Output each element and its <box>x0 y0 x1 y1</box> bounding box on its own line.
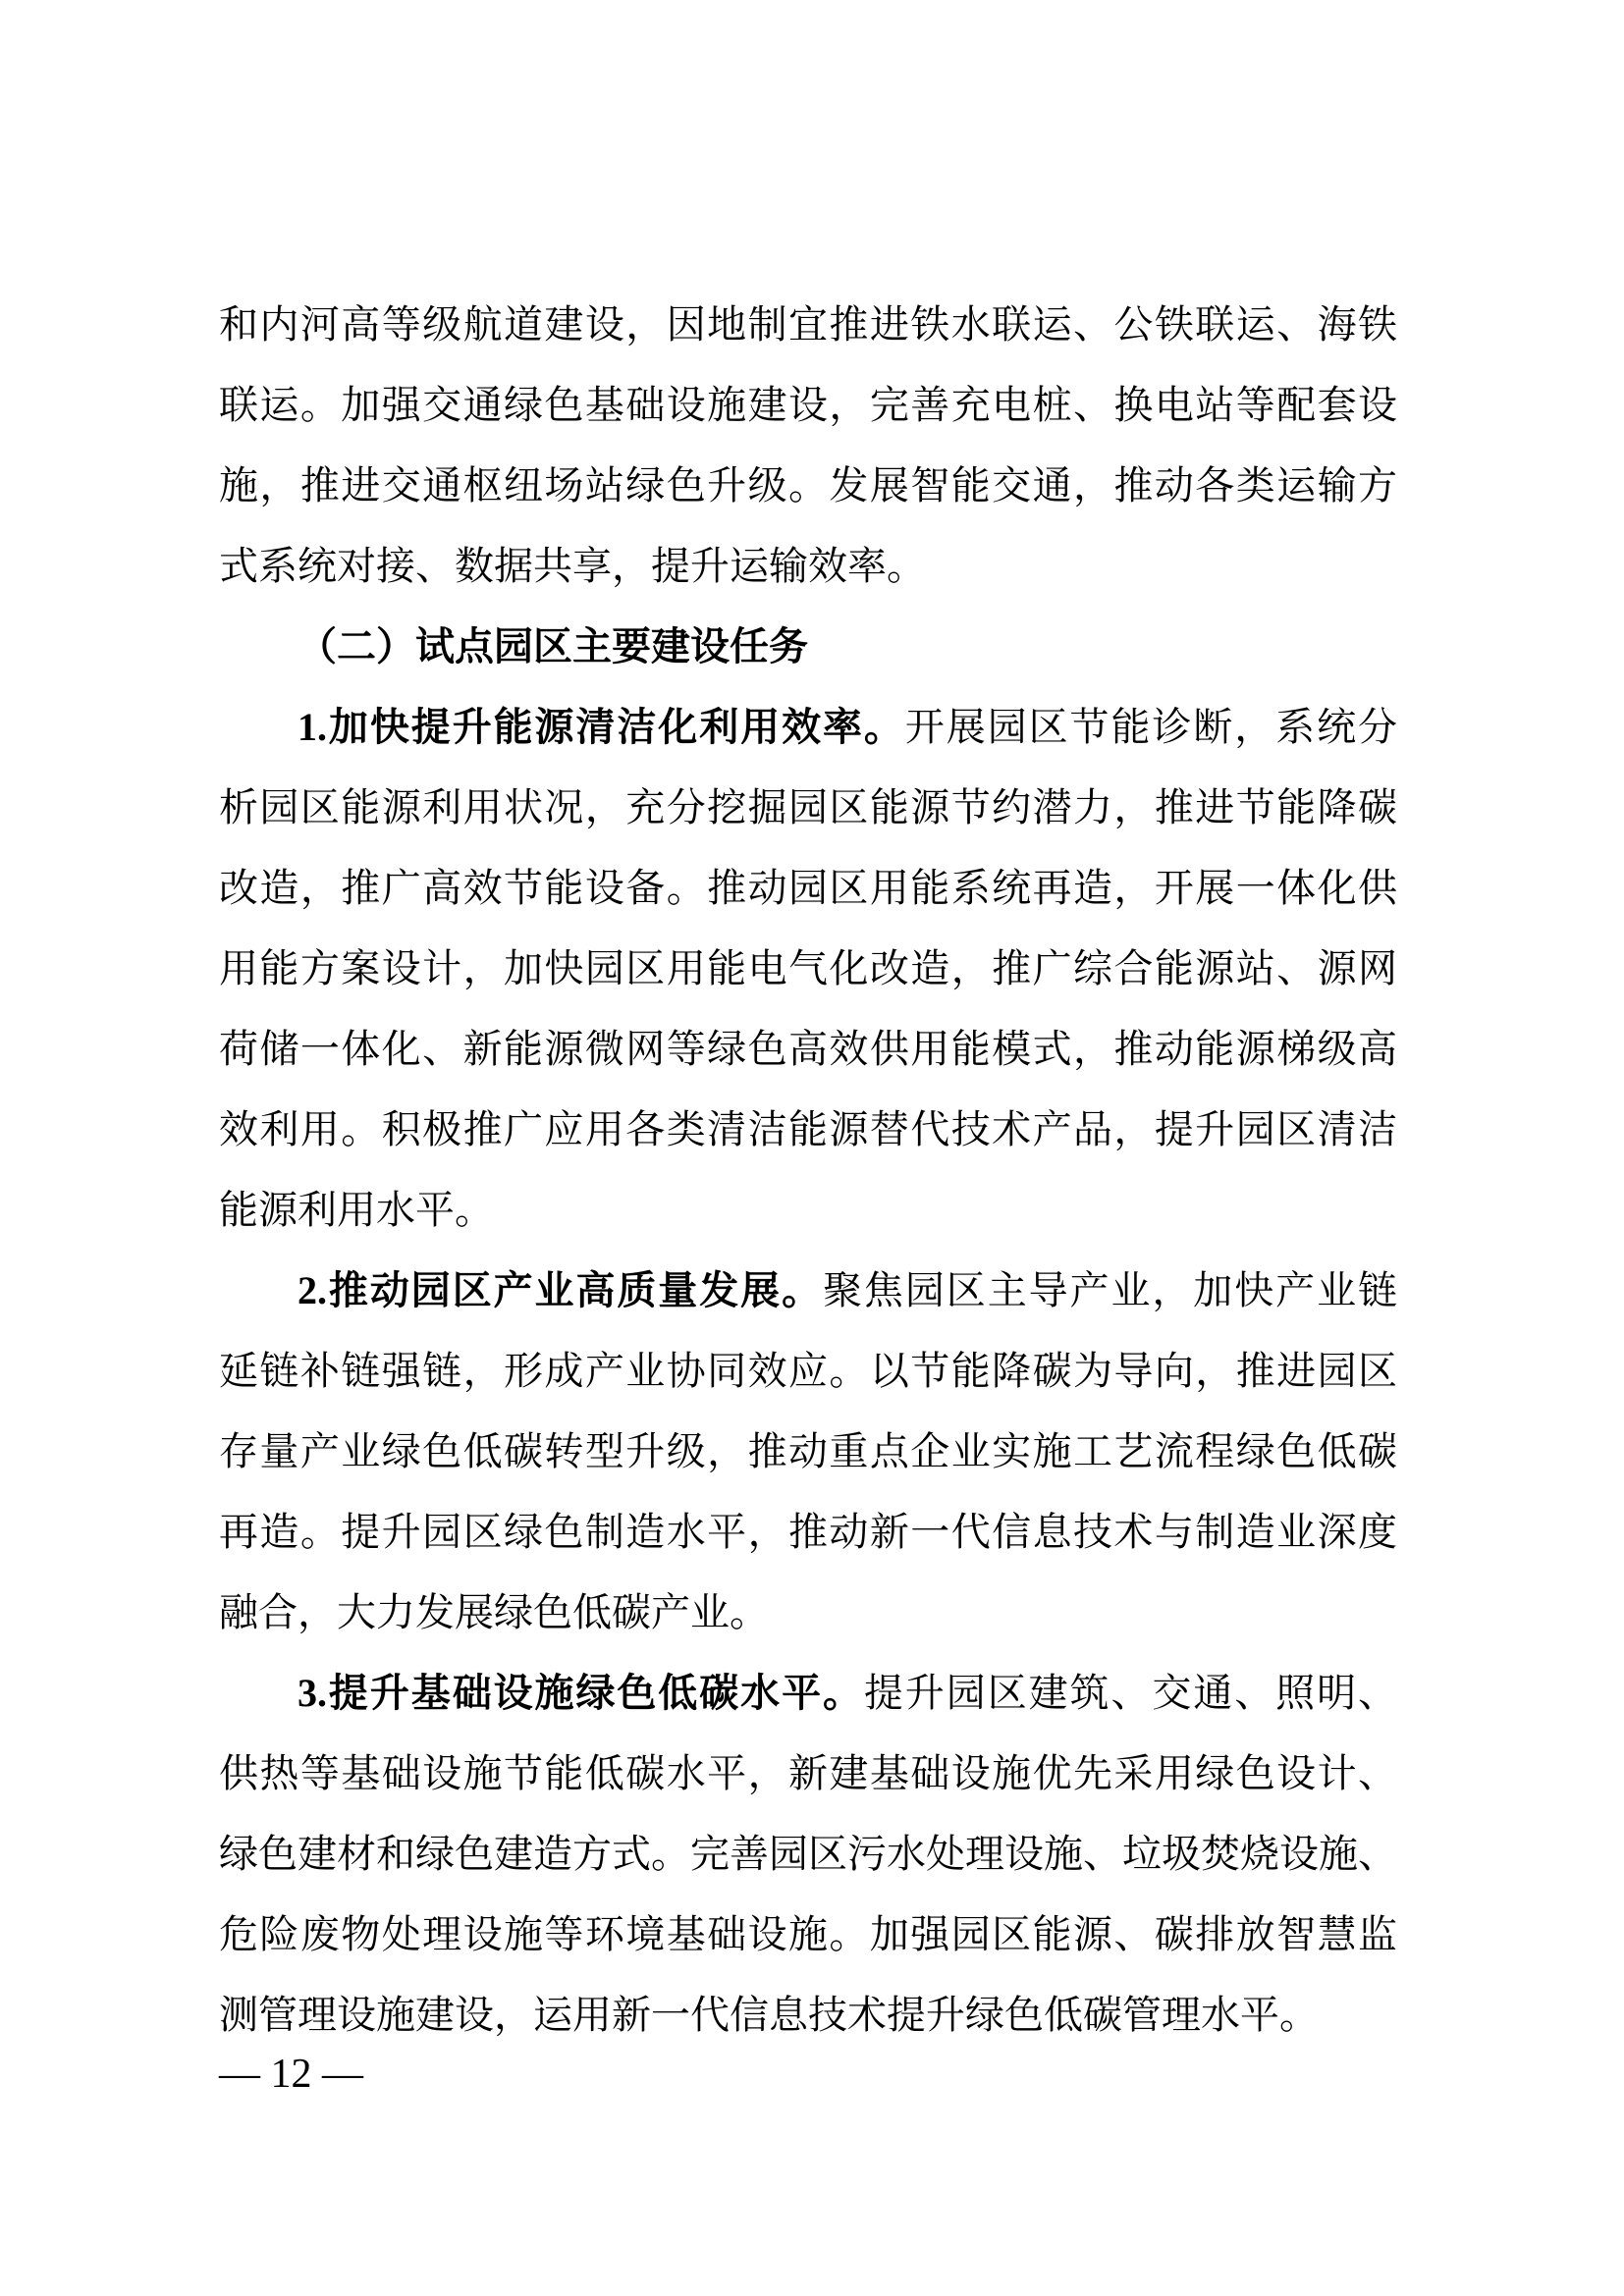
body-text: 供热等基础设施节能低碳水平，新建基础设施优先采用绿色设计、 <box>219 1751 1397 1795</box>
text-line <box>219 446 1397 526</box>
emphasis-text: 2.推动园区产业高质量发展。 <box>298 1268 823 1312</box>
text-line <box>219 1251 1397 1331</box>
page-number: — 12 — <box>219 2052 363 2097</box>
body-text: 存量产业绿色低碳转型升级，推动重点企业实施工艺流程绿色低碳 <box>219 1429 1397 1473</box>
body-text: 绿色建材和绿色建造方式。完善园区污水处理设施、垃圾焚烧设施、 <box>219 1832 1397 1876</box>
body-text: 荷储一体化、新能源微网等绿色高效供用能模式，推动能源梯级高 <box>219 1027 1397 1071</box>
text-line <box>219 1814 1397 1895</box>
text-line <box>219 1492 1397 1573</box>
text-line <box>219 1170 1397 1251</box>
body-text: 提升园区建筑、交通、照明、 <box>863 1671 1398 1715</box>
section-heading <box>219 607 1397 687</box>
text-line <box>219 526 1397 607</box>
text-line <box>219 1975 1397 2056</box>
body-text: 聚焦园区主导产业，加快产业链 <box>823 1268 1397 1312</box>
body-text: 融合，大力发展绿色低碳产业。 <box>219 1590 769 1634</box>
text-line <box>219 687 1397 768</box>
body-text: 联运。加强交通绿色基础设施建设，完善充电桩、换电站等配套设 <box>219 383 1397 427</box>
body-text: 用能方案设计，加快园区用能电气化改造，推广综合能源站、源网 <box>219 946 1397 990</box>
body-text: 开展园区节能诊断，系统分 <box>904 705 1398 749</box>
body-text: 析园区能源利用状况，充分挖掘园区能源节约潜力，推进节能降碳 <box>219 785 1397 829</box>
text-line <box>219 1412 1397 1492</box>
text-line <box>219 365 1397 446</box>
text-line <box>219 1653 1397 1734</box>
document-body <box>219 285 1397 2056</box>
text-line <box>219 285 1397 365</box>
emphasis-text: 1.加快提升能源清洁化利用效率。 <box>298 705 905 749</box>
body-text: 再造。提升园区绿色制造水平，推动新一代信息技术与制造业深度 <box>219 1510 1397 1554</box>
body-text: 延链补链强链，形成产业协同效应。以节能降碳为导向，推进园区 <box>219 1349 1397 1393</box>
text-line <box>219 1734 1397 1814</box>
body-text: 改造，推广高效节能设备。推动园区用能系统再造，开展一体化供 <box>219 866 1397 910</box>
text-line <box>219 1331 1397 1412</box>
text-line <box>219 768 1397 848</box>
text-line <box>219 1573 1397 1653</box>
text-line <box>219 929 1397 1009</box>
emphasis-text: （二）试点园区主要建设任务 <box>298 624 808 668</box>
body-text: 和内河高等级航道建设，因地制宜推进铁水联运、公铁联运、海铁 <box>219 302 1397 347</box>
text-line <box>219 1009 1397 1090</box>
emphasis-text: 3.提升基础设施绿色低碳水平。 <box>298 1671 864 1715</box>
body-text: 式系统对接、数据共享，提升运输效率。 <box>219 544 926 588</box>
text-line <box>219 1895 1397 1975</box>
body-text: 效利用。积极推广应用各类清洁能源替代技术产品，提升园区清洁 <box>219 1107 1397 1151</box>
text-line <box>219 848 1397 929</box>
body-text: 危险废物处理设施等环境基础设施。加强园区能源、碳排放智慧监 <box>219 1912 1397 1956</box>
body-text: 测管理设施建设，运用新一代信息技术提升绿色低碳管理水平。 <box>219 1993 1319 2037</box>
text-line <box>219 1090 1397 1170</box>
body-text: 施，推进交通枢纽场站绿色升级。发展智能交通，推动各类运输方 <box>219 463 1397 507</box>
body-text: 能源利用水平。 <box>219 1188 494 1232</box>
